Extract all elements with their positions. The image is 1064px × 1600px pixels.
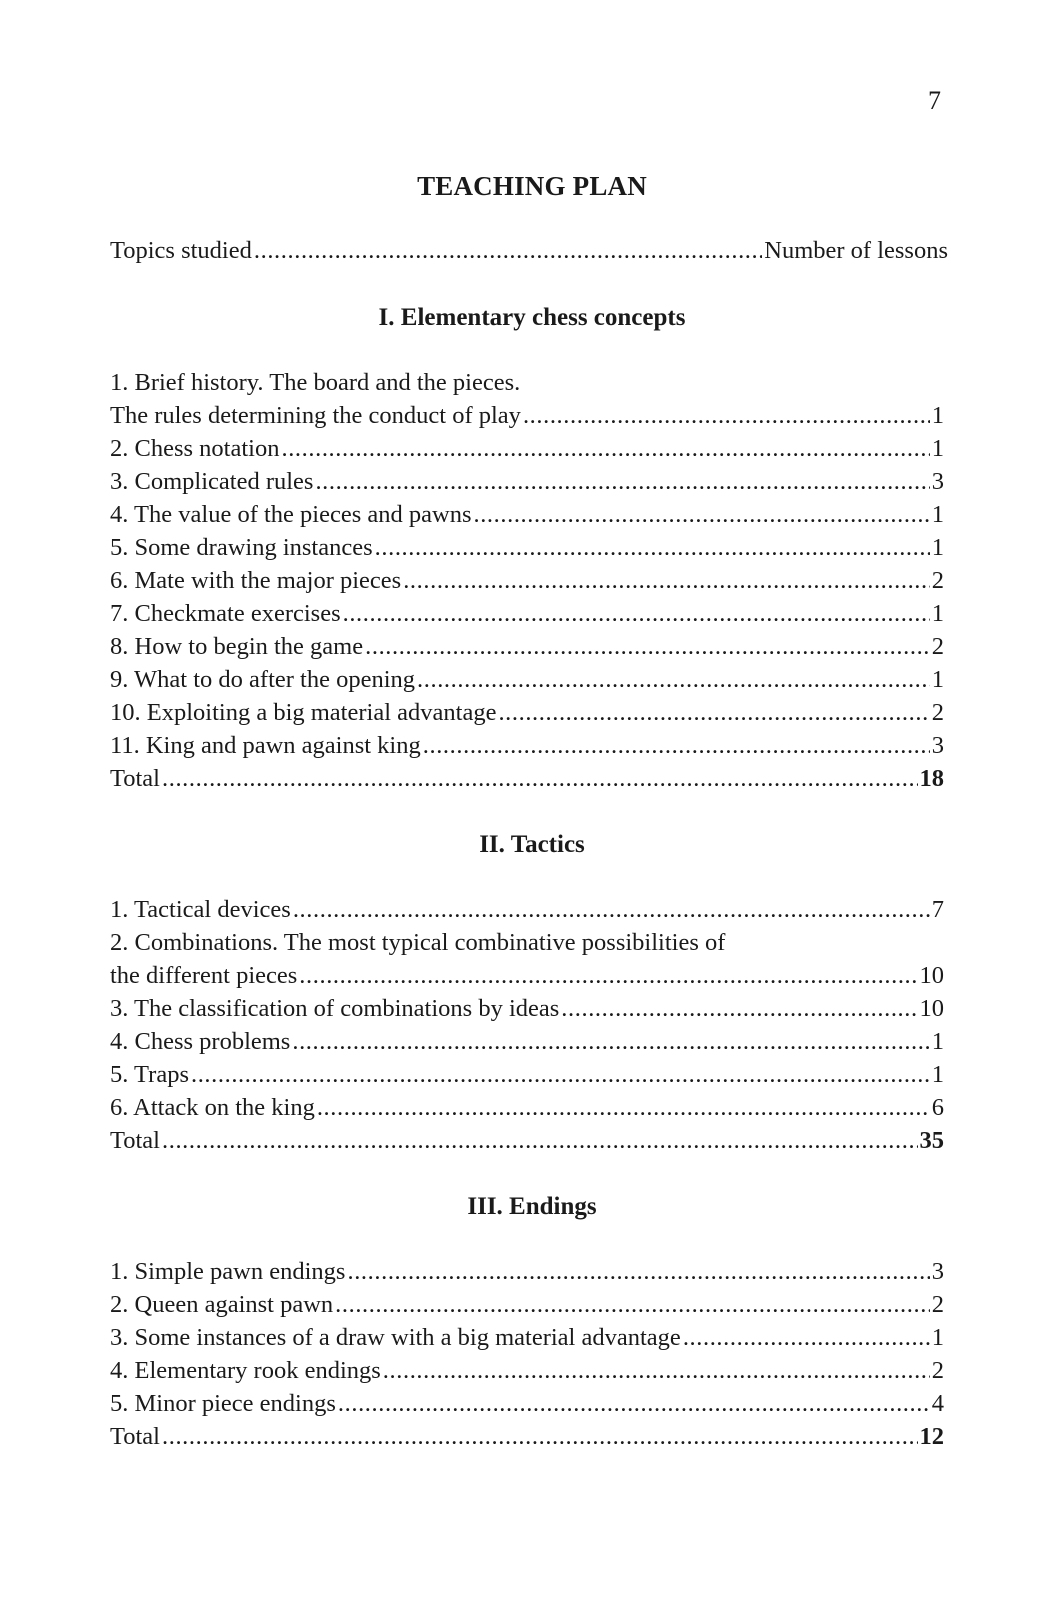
toc-item-lessons: 2 bbox=[931, 1357, 944, 1384]
column-header-line bbox=[110, 236, 948, 266]
toc-item-label: 4. The value of the pieces and pawns bbox=[110, 501, 472, 528]
toc-item-label: 5. Traps bbox=[110, 1061, 189, 1088]
toc-item bbox=[110, 994, 944, 1024]
dot-leader bbox=[403, 566, 930, 596]
toc-item-label: 2. Chess notation bbox=[110, 435, 280, 462]
page-title: TEACHING PLAN bbox=[417, 171, 647, 201]
dot-leader bbox=[315, 467, 929, 497]
dot-leader bbox=[365, 632, 930, 662]
toc-item bbox=[110, 434, 944, 464]
toc-item bbox=[110, 895, 944, 925]
dot-leader bbox=[254, 236, 762, 266]
toc-item bbox=[110, 1290, 944, 1320]
toc-item-lessons: 1 bbox=[931, 534, 944, 561]
toc-item-lessons: 1 bbox=[931, 600, 944, 627]
toc-item-lessons: 4 bbox=[931, 1390, 944, 1417]
toc-item-lessons: 2 bbox=[931, 633, 944, 660]
toc-item bbox=[110, 533, 944, 563]
toc-item-label: 4. Chess problems bbox=[110, 1028, 291, 1055]
lessons-header: Number of lessons bbox=[764, 237, 948, 264]
toc-item-lessons: 2 bbox=[931, 567, 944, 594]
toc-item-lessons: 3 bbox=[931, 1258, 944, 1285]
toc-item bbox=[110, 1356, 944, 1386]
toc-item-lessons: 1 bbox=[931, 1324, 944, 1351]
toc-item-label: The rules determining the conduct of play bbox=[110, 402, 521, 429]
toc-item-label: 3. Some instances of a draw with a big material advantage bbox=[110, 1324, 681, 1351]
toc-item bbox=[110, 632, 944, 662]
toc-item bbox=[110, 665, 944, 695]
topics-header: Topics studied bbox=[110, 237, 252, 264]
toc-item bbox=[110, 698, 944, 728]
toc-item-lessons: 1 bbox=[931, 501, 944, 528]
total-label: Total bbox=[110, 1423, 160, 1450]
toc-item bbox=[110, 1257, 944, 1287]
toc-item bbox=[110, 731, 944, 761]
toc-item-label: 11. King and pawn against king bbox=[110, 732, 421, 759]
toc-item-lessons: 2 bbox=[931, 699, 944, 726]
toc-item-lessons: 10 bbox=[919, 962, 944, 989]
total-lessons: 12 bbox=[919, 1423, 944, 1450]
section-heading: I. Elementary chess concepts bbox=[378, 304, 686, 331]
dot-leader bbox=[299, 961, 917, 991]
dot-leader bbox=[375, 533, 930, 563]
total-label: Total bbox=[110, 765, 160, 792]
dot-leader bbox=[191, 1060, 930, 1090]
section-total bbox=[110, 764, 944, 794]
toc-item-label: 5. Minor piece endings bbox=[110, 1390, 336, 1417]
dot-leader bbox=[347, 1257, 929, 1287]
toc-item bbox=[110, 500, 944, 530]
toc-item bbox=[110, 467, 944, 497]
dot-leader bbox=[338, 1389, 930, 1419]
toc-item bbox=[110, 401, 944, 431]
toc-item-lessons: 1 bbox=[931, 1061, 944, 1088]
dot-leader bbox=[523, 401, 930, 431]
dot-leader bbox=[417, 665, 930, 695]
toc-item-label: the different pieces bbox=[110, 962, 298, 989]
toc-item bbox=[110, 1389, 944, 1419]
total-lessons: 18 bbox=[919, 765, 944, 792]
dot-leader bbox=[281, 434, 929, 464]
toc-item-label: 2. Queen against pawn bbox=[110, 1291, 334, 1318]
dot-leader bbox=[317, 1093, 930, 1123]
toc-item-lessons: 7 bbox=[931, 896, 944, 923]
toc-item-label: 9. What to do after the opening bbox=[110, 666, 416, 693]
total-label: Total bbox=[110, 1127, 160, 1154]
toc-item-lessons: 2 bbox=[931, 1291, 944, 1318]
toc-item-label: 3. Complicated rules bbox=[110, 468, 314, 495]
toc-item-label: 5. Some drawing instances bbox=[110, 534, 373, 561]
toc-item bbox=[110, 1093, 944, 1123]
dot-leader bbox=[162, 764, 918, 794]
toc-item bbox=[110, 1323, 944, 1353]
toc-item-lessons: 10 bbox=[919, 995, 944, 1022]
dot-leader bbox=[293, 895, 930, 925]
toc-item-lessons: 1 bbox=[931, 435, 944, 462]
section-total bbox=[110, 1126, 944, 1156]
toc-item-label: 8. How to begin the game bbox=[110, 633, 364, 660]
dot-leader bbox=[683, 1323, 930, 1353]
toc-item-lessons: 1 bbox=[931, 402, 944, 429]
section-heading: II. Tactics bbox=[479, 831, 585, 858]
dot-leader bbox=[561, 994, 917, 1024]
toc-item bbox=[110, 1027, 944, 1057]
toc-item-lessons: 3 bbox=[931, 732, 944, 759]
toc-item bbox=[110, 1060, 944, 1090]
section-heading: III. Endings bbox=[467, 1193, 597, 1220]
toc-item-label: 7. Checkmate exercises bbox=[110, 600, 341, 627]
dot-leader bbox=[473, 500, 929, 530]
page-number: 7 bbox=[928, 86, 941, 115]
dot-leader bbox=[162, 1126, 918, 1156]
dot-leader bbox=[292, 1027, 929, 1057]
toc-item-label: 6. Mate with the major pieces bbox=[110, 567, 402, 594]
toc-item-label: 6. Attack on the king bbox=[110, 1094, 315, 1121]
toc-item-label: 1. Simple pawn endings bbox=[110, 1258, 346, 1285]
toc-item-lessons: 6 bbox=[931, 1094, 944, 1121]
toc-item bbox=[110, 961, 944, 991]
toc-item bbox=[110, 566, 944, 596]
dot-leader bbox=[335, 1290, 930, 1320]
toc-item-lessons: 3 bbox=[931, 468, 944, 495]
toc-item bbox=[110, 599, 944, 629]
toc-item-lessons: 1 bbox=[931, 666, 944, 693]
toc-item-continuation: 2. Combinations. The most typical combinative possibilities of bbox=[110, 929, 726, 956]
dot-leader bbox=[423, 731, 930, 761]
dot-leader bbox=[498, 698, 929, 728]
toc-item-label: 10. Exploiting a big material advantage bbox=[110, 699, 497, 726]
section-total bbox=[110, 1422, 944, 1452]
toc-item-label: 4. Elementary rook endings bbox=[110, 1357, 381, 1384]
dot-leader bbox=[343, 599, 930, 629]
dot-leader bbox=[162, 1422, 918, 1452]
toc-item-continuation: 1. Brief history. The board and the pieces. bbox=[110, 369, 521, 396]
toc-item-label: 3. The classification of combinations by ideas bbox=[110, 995, 560, 1022]
toc-item-label: 1. Tactical devices bbox=[110, 896, 291, 923]
total-lessons: 35 bbox=[919, 1127, 944, 1154]
dot-leader bbox=[383, 1356, 930, 1386]
toc-item-lessons: 1 bbox=[931, 1028, 944, 1055]
